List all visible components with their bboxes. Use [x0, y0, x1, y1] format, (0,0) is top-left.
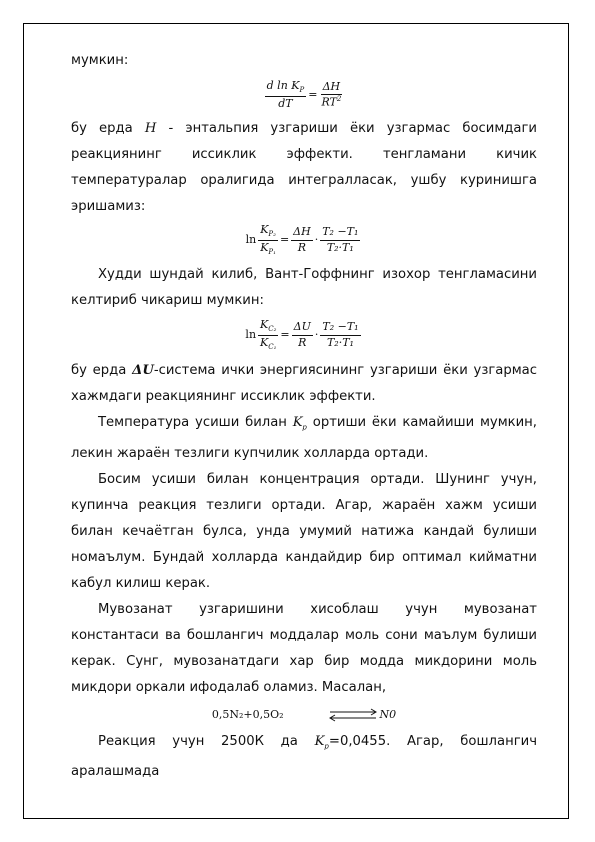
fraction-dh-rt2 — [319, 81, 343, 109]
fraction-dlnk-dt — [265, 80, 307, 110]
reaction-reactants: 0,5N₂+0,5O₂ — [211, 707, 284, 721]
eq3-numerator-sub: C₂ — [268, 324, 277, 333]
text-reaction-value: =0,0455. Агар, бошлангич аралашмада — [71, 733, 537, 780]
eq3-rhs-denominator: T₂·T₁ — [326, 335, 354, 349]
paragraph-equilibrium — [71, 597, 537, 701]
equation-reaction — [71, 701, 537, 729]
equation-isochore-integrated: ln $\frac{K_{C_2}}{K_{C_1}}$ = $\frac{\Delta U}{R}$ · $\frac{\text{T₂ −T₁}}{\text{T₂·T₁}}$ — [245, 317, 359, 351]
text-internal-energy-desc: -система ички энергиясининг узгариши ёки узгармас хажмдаги реакциянинг иссиклик эффекти. — [71, 363, 537, 404]
eq3-ln: ln — [245, 327, 257, 341]
fraction-temperatures-2 — [320, 321, 360, 348]
text-reaction-uchun: Реакция учун 2500К да — [98, 733, 315, 749]
eq2-rhs-numerator: T₂ −T₁ — [320, 226, 360, 240]
paragraph-vant-hoff — [71, 262, 537, 314]
eq1-rhs-den-sup: 2 — [336, 95, 342, 104]
eq2-mid-denominator: R — [297, 240, 307, 254]
symbol-kp: K — [292, 415, 303, 430]
eq1-numerator: d ln K — [266, 79, 300, 93]
text-temperature: Температура усиши билан — [98, 415, 293, 430]
text-vant-hoff: Худди шундай килиб, Вант-Гоффнинг изохор тенгламасини келтириб чикариш мумкин: — [71, 267, 537, 308]
fraction-dh-r — [291, 226, 313, 253]
symbol-kp-sub: p — [302, 423, 307, 432]
text-pressure: Босим усиши билан концентрация ортади. Шунинг учун, купинча реакция тезлиги ортади. Агар, жараён хажм усиши билан кечаётган булса, унда умумий натижа кандай булиши номаълум. Бундай холларда кандайдир бир оптимал кийматни кабул килиш керак. — [71, 471, 537, 591]
equilibrium-arrow-icon — [328, 708, 378, 722]
eq3-numerator: K — [260, 317, 269, 331]
equation-isobar-integrated: ln $\frac{K_{P_2}}{K_{P_1}}$ = $\frac{\Delta H}{R}$ · $\frac{\text{T₂ −T₁}}{\text{T₂·T₁}}$ — [245, 222, 359, 256]
eq2-ln: ln — [245, 232, 257, 246]
reaction-product: N0 — [379, 707, 397, 721]
eq2-mid-numerator: ΔH — [291, 226, 313, 240]
fraction-temperatures — [320, 226, 360, 253]
eq1-rhs-numerator: ΔH — [321, 81, 343, 95]
paragraph-internal-energy — [71, 358, 537, 410]
fraction-du-r — [292, 321, 313, 348]
paragraph-reaction-kp — [71, 729, 537, 786]
eq3-denominator: K — [260, 335, 269, 349]
paragraph-pressure — [71, 467, 537, 597]
symbol-kp-2-sub: p — [324, 742, 329, 751]
eq3-denominator-sub: C₁ — [268, 342, 277, 351]
text-enthalpy-desc: - энтальпия узгариши ёки узгармас босимдаги реакциянинг иссиклик эффекти. тенгламани кичик температуралар оралигида интегралласак, ушбу куринишга эришамиз: — [71, 121, 537, 214]
text-mumkin: мумкин: — [71, 53, 129, 68]
paragraph-enthalpy — [71, 116, 537, 220]
text-bu-erda: бу ерда — [71, 121, 145, 136]
eq3-mid-denominator: R — [298, 335, 307, 349]
fraction-kc2-kc1 — [258, 319, 278, 352]
paragraph-temperature — [71, 410, 537, 467]
eq2-denominator: K — [260, 240, 269, 254]
eq2-rhs-denominator: T₂·T₁ — [326, 240, 354, 254]
symbol-h: H — [144, 121, 157, 136]
paragraph-intro — [71, 48, 537, 74]
symbol-kp-2: K — [314, 733, 325, 749]
eq3-mid-numerator: ΔU — [292, 321, 313, 335]
text-equilibrium: Мувозанат узгаришини хисоблаш учун мувозанат константаси ва бошлангич моддалар моль сони маълум булиши керак. Сунг, мувозанатдаги хар бир модда микдорини моль микдори оркали ифодалаб оламиз. Масалан, — [71, 601, 537, 695]
equation-van-t-hoff-differential: $\frac{d \ln K_P}{dT}$ = $\frac{\Delta H}{RT^2}$ — [266, 79, 342, 110]
eq3-rhs-numerator: T₂ −T₁ — [320, 321, 360, 335]
fraction-kp2-kp1 — [258, 224, 278, 257]
eq2-numerator-sub: P₂ — [268, 229, 276, 238]
eq1-rhs-denominator: RT — [321, 95, 337, 109]
document-body — [71, 48, 537, 785]
text-bu-erda-2: бу ерда — [71, 363, 133, 378]
text-temperature-desc: ортиши ёки камайиши мумкин, лекин жараён тезлиги купчилик холларда ортади. — [71, 415, 538, 461]
eq1-denominator: dT — [278, 96, 293, 110]
eq2-denominator-sub: P₁ — [268, 247, 276, 256]
eq1-numerator-sub: P — [299, 86, 305, 95]
eq2-numerator: K — [260, 222, 269, 236]
symbol-delta-u: ΔU — [132, 363, 154, 378]
